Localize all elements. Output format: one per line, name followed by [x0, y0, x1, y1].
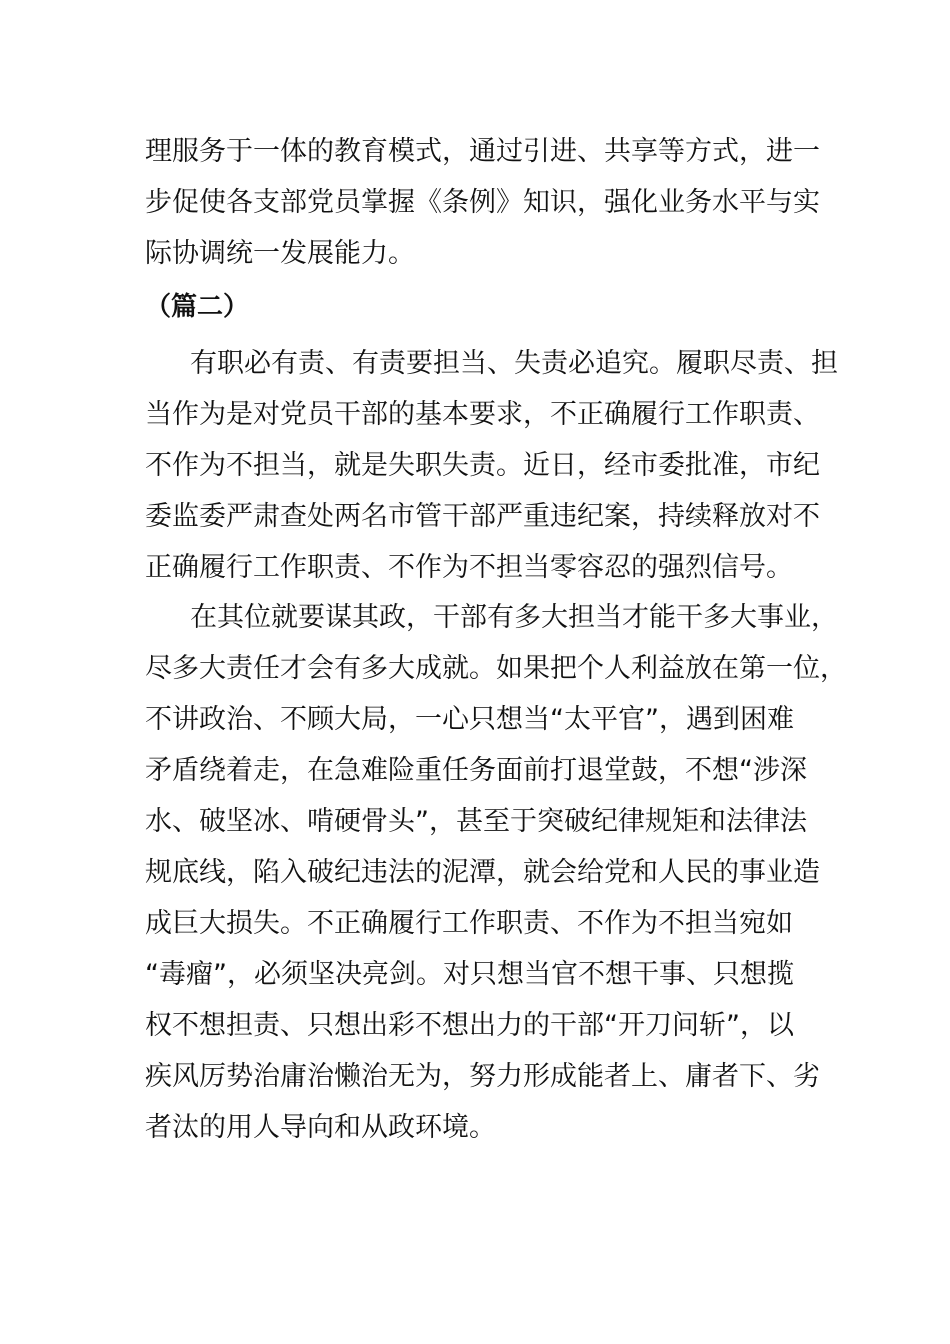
paragraph-line: 理服务于一体的教育模式，通过引进、共享等方式，进一	[145, 136, 820, 167]
paragraph-line: 当作为是对党员干部的基本要求，不正确履行工作职责、	[145, 399, 820, 430]
paragraph-line: “毒瘤”，必须坚决亮剑。对只想当官不想干事、只想揽	[145, 959, 794, 990]
paragraph-line: 际协调统一发展能力。	[145, 238, 415, 269]
paragraph-line: 不讲政治、不顾大局，一心只想当“太平官”，遇到困难	[145, 704, 794, 735]
paragraph-line: 步促使各支部党员掌握《条例》知识，强化业务水平与实	[145, 187, 820, 218]
paragraph-line: 疾风厉势治庸治懒治无为，努力形成能者上、庸者下、劣	[145, 1061, 820, 1092]
paragraph-line: 矛盾绕着走，在急难险重任务面前打退堂鼓，不想“涉深	[145, 755, 807, 786]
paragraph-line: 尽多大责任才会有多大成就。如果把个人利益放在第一位，	[145, 653, 847, 684]
paragraph-line: 委监委严肃查处两名市管干部严重违纪案，持续释放对不	[145, 501, 820, 532]
paragraph-line: 水、破坚冰、啃硬骨头”，甚至于突破纪律规矩和法律法	[145, 806, 807, 837]
paragraph-line: 规底线，陷入破纪违法的泥潭，就会给党和人民的事业造	[145, 857, 820, 888]
section-heading: （篇二）	[145, 292, 250, 322]
paragraph-line: 有职必有责、有责要担当、失责必追究。履职尽责、担	[190, 348, 838, 379]
paragraph-intro	[145, 338, 838, 593]
paragraph-line: 者汰的用人导向和从政环境。	[145, 1112, 496, 1143]
paragraph-line: 成巨大损失。不正确履行工作职责、不作为不担当宛如	[145, 908, 793, 939]
paragraph-line: 在其位就要谋其政，干部有多大担当才能干多大事业，	[190, 602, 838, 633]
paragraph-line: 不作为不担当，就是失职失责。近日，经市委批准，市纪	[145, 450, 820, 481]
paragraph-body	[145, 592, 847, 1153]
paragraph-line: 权不想担责、只想出彩不想出力的干部“开刀问斩”，以	[145, 1010, 794, 1041]
paragraph-continued	[145, 126, 820, 279]
paragraph-line: 正确履行工作职责、不作为不担当零容忍的强烈信号。	[145, 552, 793, 583]
